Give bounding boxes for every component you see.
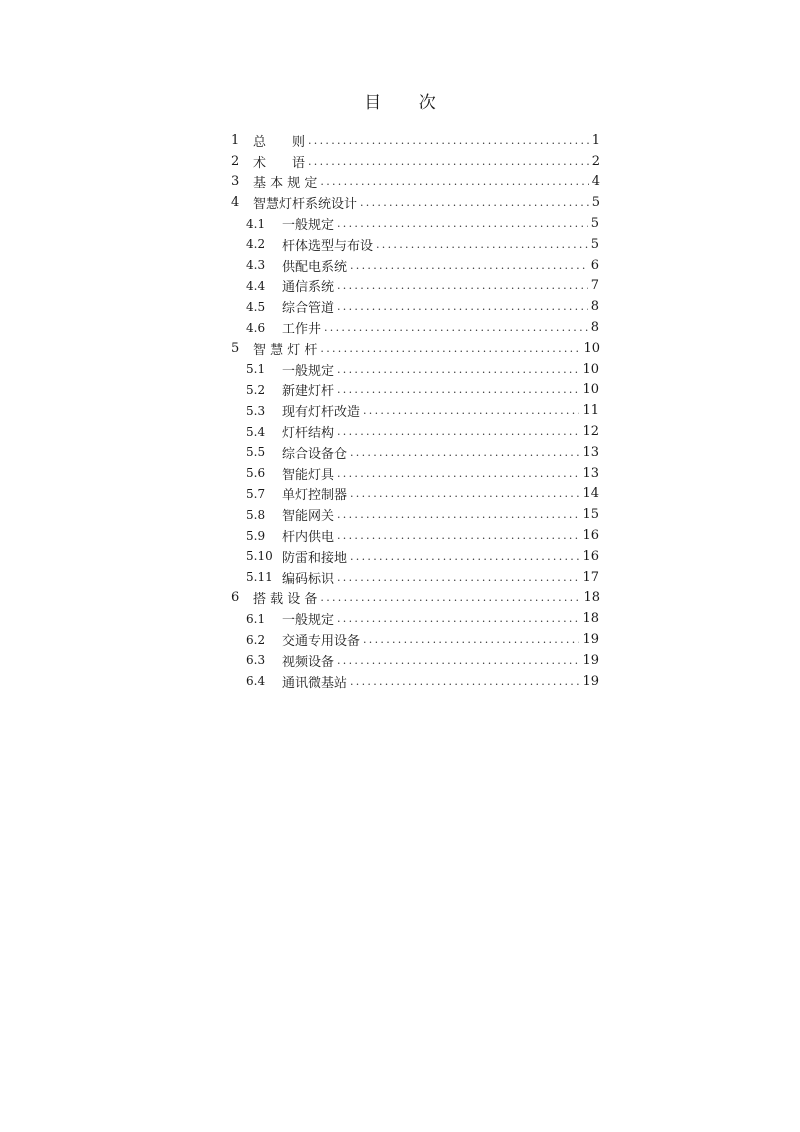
toc-leader-dots <box>350 550 579 563</box>
toc-leader-dots <box>376 238 588 251</box>
toc-entry-page-number: 14 <box>582 486 599 502</box>
toc-section-entry[interactable] <box>231 234 600 255</box>
toc-leader-dots <box>337 508 579 521</box>
toc-entry-page-number: 6 <box>590 257 599 273</box>
toc-chapter-entry[interactable] <box>231 172 600 193</box>
toc-section-entry[interactable] <box>231 650 600 671</box>
toc-leader-dots <box>337 467 579 480</box>
toc-entry-label: 通讯微基站 <box>282 675 348 691</box>
toc-entry-number: 5.7 <box>246 486 266 501</box>
toc-entry-number: 4.2 <box>246 237 266 252</box>
toc-leader-dots <box>337 529 579 542</box>
toc-entry-label: 术 语 <box>253 155 306 171</box>
toc-section-entry[interactable] <box>231 255 600 276</box>
toc-section-entry[interactable] <box>231 525 600 546</box>
toc-section-entry[interactable] <box>231 380 600 401</box>
toc-section-entry[interactable] <box>231 608 600 629</box>
toc-entry-page-number: 10 <box>583 340 600 356</box>
toc-entry-number: 6.1 <box>246 611 266 626</box>
toc-leader-dots <box>320 342 580 355</box>
toc-entry-label: 交通专用设备 <box>282 634 361 650</box>
toc-entry-label: 智慧灯杆系统设计 <box>253 197 358 213</box>
toc-entry-number: 5.6 <box>246 466 266 481</box>
toc-section-entry[interactable] <box>231 317 600 338</box>
toc-section-entry[interactable] <box>231 213 600 234</box>
toc-entry-label: 综合管道 <box>282 301 335 317</box>
toc-entry-page-number: 10 <box>582 361 599 377</box>
toc-leader-dots <box>337 425 579 438</box>
toc-leader-dots <box>360 196 589 209</box>
toc-entry-number: 4.5 <box>246 299 266 314</box>
toc-leader-dots <box>308 134 589 147</box>
toc-section-entry[interactable] <box>231 276 600 297</box>
toc-section-entry[interactable] <box>231 463 600 484</box>
toc-entry-number: 4.1 <box>246 216 266 231</box>
toc-entry-number: 6.2 <box>246 632 266 647</box>
toc-entry-page-number: 8 <box>590 320 599 336</box>
toc-entry-label: 基 本 规 定 <box>253 176 318 192</box>
toc-leader-dots <box>337 217 588 230</box>
toc-entry-number: 1 <box>231 132 240 148</box>
toc-entry-number: 5.1 <box>246 362 266 377</box>
toc-chapter-entry[interactable] <box>231 130 600 151</box>
toc-entry-page-number: 10 <box>582 382 599 398</box>
toc-section-entry[interactable] <box>231 296 600 317</box>
toc-section-entry[interactable] <box>231 504 600 525</box>
toc-entry-label: 工作井 <box>282 322 322 338</box>
table-of-contents <box>231 130 600 692</box>
toc-entry-page-number: 5 <box>590 236 599 252</box>
toc-entry-label: 供配电系统 <box>282 259 348 275</box>
toc-entry-label: 智能灯具 <box>282 467 335 483</box>
toc-leader-dots <box>337 571 579 584</box>
toc-entry-page-number: 13 <box>582 465 599 481</box>
toc-entry-label: 杆内供电 <box>282 530 335 546</box>
toc-leader-dots <box>337 300 588 313</box>
toc-entry-page-number: 5 <box>591 195 600 211</box>
toc-leader-dots <box>337 612 579 625</box>
toc-entry-label: 总 则 <box>253 134 306 150</box>
toc-entry-page-number: 5 <box>590 216 599 232</box>
toc-section-entry[interactable] <box>231 567 600 588</box>
toc-entry-page-number: 7 <box>590 278 599 294</box>
toc-leader-dots <box>337 654 579 667</box>
toc-leader-dots <box>320 175 588 188</box>
toc-entry-page-number: 1 <box>591 132 600 148</box>
toc-chapter-entry[interactable] <box>231 588 600 609</box>
toc-leader-dots <box>350 675 579 688</box>
toc-entry-page-number: 8 <box>590 299 599 315</box>
toc-entry-number: 5.2 <box>246 382 266 397</box>
toc-entry-label: 搭 载 设 备 <box>253 592 318 608</box>
toc-entry-label: 智能网关 <box>282 509 335 525</box>
toc-entry-number: 5.11 <box>246 570 273 585</box>
toc-entry-label: 防雷和接地 <box>282 550 348 566</box>
toc-entry-number: 3 <box>231 174 240 190</box>
toc-leader-dots <box>350 259 588 272</box>
toc-entry-number: 2 <box>231 153 240 169</box>
toc-leader-dots <box>337 363 579 376</box>
toc-leader-dots <box>350 487 579 500</box>
toc-entry-label: 编码标识 <box>282 571 335 587</box>
toc-entry-number: 5 <box>231 340 240 356</box>
toc-chapter-entry[interactable] <box>231 338 600 359</box>
toc-section-entry[interactable] <box>231 629 600 650</box>
toc-entry-number: 4.6 <box>246 320 266 335</box>
toc-entry-label: 通信系统 <box>282 280 335 296</box>
toc-entry-number: 4.3 <box>246 258 266 273</box>
toc-leader-dots <box>308 155 589 168</box>
toc-entry-page-number: 19 <box>582 632 599 648</box>
toc-entry-label: 单灯控制器 <box>282 488 348 504</box>
toc-entry-label: 智 慧 灯 杆 <box>253 342 318 358</box>
toc-entry-label: 灯杆结构 <box>282 426 335 442</box>
toc-leader-dots <box>324 321 588 334</box>
toc-entry-page-number: 2 <box>591 153 600 169</box>
toc-entry-number: 6.4 <box>246 674 266 689</box>
toc-entry-page-number: 18 <box>583 590 600 606</box>
toc-section-entry[interactable] <box>231 671 600 692</box>
toc-entry-page-number: 16 <box>582 548 599 564</box>
toc-entry-page-number: 12 <box>582 424 599 440</box>
toc-entry-label: 现有灯杆改造 <box>282 405 361 421</box>
toc-section-entry[interactable] <box>231 421 600 442</box>
toc-leader-dots <box>337 279 588 292</box>
toc-section-entry[interactable] <box>231 484 600 505</box>
toc-entry-page-number: 19 <box>582 652 599 668</box>
toc-leader-dots <box>363 404 579 417</box>
toc-entry-page-number: 13 <box>582 444 599 460</box>
toc-entry-page-number: 19 <box>582 673 599 689</box>
toc-title: 目 次 <box>364 93 452 113</box>
toc-entry-number: 5.9 <box>246 528 266 543</box>
toc-entry-number: 5.10 <box>246 549 273 564</box>
toc-section-entry[interactable] <box>231 359 600 380</box>
toc-entry-page-number: 15 <box>582 507 599 523</box>
toc-leader-dots <box>320 591 580 604</box>
toc-entry-number: 5.5 <box>246 445 266 460</box>
toc-section-entry[interactable] <box>231 442 600 463</box>
toc-leader-dots <box>337 383 579 396</box>
toc-entry-number: 4 <box>231 195 240 211</box>
toc-entry-page-number: 16 <box>582 528 599 544</box>
toc-chapter-entry[interactable] <box>231 151 600 172</box>
toc-entry-label: 一般规定 <box>282 613 335 629</box>
toc-entry-number: 5.8 <box>246 507 266 522</box>
toc-entry-number: 5.3 <box>246 403 266 418</box>
toc-entry-page-number: 11 <box>582 403 599 419</box>
toc-section-entry[interactable] <box>231 546 600 567</box>
toc-entry-number: 6.3 <box>246 653 266 668</box>
toc-entry-number: 6 <box>231 590 240 606</box>
toc-entry-label: 视频设备 <box>282 654 335 670</box>
toc-entry-label: 杆体选型与布设 <box>282 238 374 254</box>
toc-entry-page-number: 17 <box>582 569 599 585</box>
toc-entry-label: 综合设备仓 <box>282 446 348 462</box>
toc-section-entry[interactable] <box>231 400 600 421</box>
toc-entry-number: 4.4 <box>246 278 266 293</box>
toc-leader-dots <box>363 633 579 646</box>
toc-entry-label: 新建灯杆 <box>282 384 335 400</box>
toc-entry-page-number: 4 <box>591 174 600 190</box>
toc-entry-label: 一般规定 <box>282 218 335 234</box>
toc-chapter-entry[interactable] <box>231 192 600 213</box>
toc-entry-page-number: 18 <box>582 611 599 627</box>
toc-entry-label: 一般规定 <box>282 363 335 379</box>
toc-entry-number: 5.4 <box>246 424 266 439</box>
toc-leader-dots <box>350 446 579 459</box>
